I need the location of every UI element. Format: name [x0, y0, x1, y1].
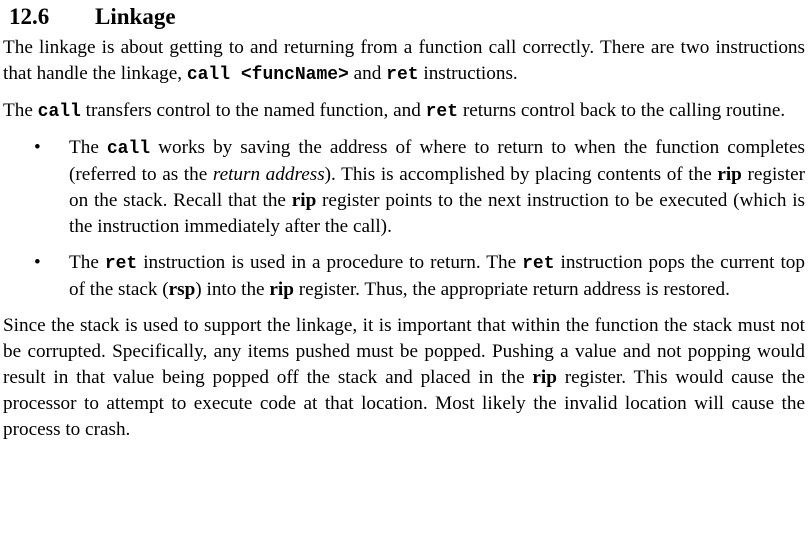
- code-call: call: [106, 139, 151, 159]
- text-run: The: [69, 137, 107, 158]
- section-number: 12.6: [9, 4, 50, 29]
- text-run: register points to the next instruction to be executed (which is the instruction immediately after the call).: [69, 190, 805, 237]
- code-ret: ret: [522, 254, 555, 274]
- text-run: register. This would cause the processor to attempt to execute code at that location. Most likely the invalid location will cause the process to crash.: [3, 367, 805, 440]
- code-ret: ret: [104, 254, 138, 274]
- text-run: returns control back to the calling routine.: [458, 100, 786, 121]
- text-run: transfers control to the named function, and: [80, 100, 426, 121]
- text-run: ) into the: [195, 279, 270, 300]
- register-rip: rip: [532, 367, 557, 388]
- text-run: register on the stack. Recall that the: [69, 164, 805, 211]
- section-heading: [9, 3, 805, 31]
- code-call-funcname: call <funcName>: [186, 65, 349, 85]
- code-ret: ret: [425, 102, 459, 122]
- document-page: [3, 0, 805, 443]
- code-call: call: [37, 102, 81, 122]
- text-run: register. Thus, the appropriate return address is restored.: [293, 279, 730, 300]
- text-run: The: [69, 252, 105, 273]
- text-run: Since the stack is used to support the linkage, it is important that within the function the stack must not be corrupted. Specifically, any items pushed must be popped. Pushing a value and not popping would result in that value being popped off the stack and placed in the: [3, 315, 805, 388]
- code-ret: ret: [386, 65, 419, 85]
- register-rsp: rsp: [168, 279, 196, 300]
- bullet-item-ret: [3, 250, 805, 303]
- section-title: Linkage: [95, 4, 176, 29]
- register-rip: rip: [717, 164, 742, 185]
- paragraph-stack: [3, 313, 805, 443]
- text-run: instruction pops the current top of the stack (: [69, 252, 805, 300]
- text-run: works by saving the address of where to return to when the function completes (referred to as the: [69, 137, 805, 185]
- paragraph-intro: [3, 35, 805, 88]
- text-run: The linkage is about getting to and returning from a function call correctly. There are two instructions that handle the linkage,: [3, 37, 805, 84]
- term-return-address: return address: [212, 164, 325, 185]
- bullet-glyph: •: [34, 252, 41, 273]
- text-run: instruction is used in a procedure to return. The: [137, 252, 523, 273]
- register-rip: rip: [291, 190, 317, 211]
- bullet-glyph: •: [34, 137, 41, 158]
- text-run: The: [3, 100, 38, 121]
- paragraph-call-ret: [3, 98, 805, 125]
- text-run: ). This is accomplished by placing contents of the: [324, 164, 718, 185]
- bullet-list: [3, 135, 805, 303]
- text-run: and: [348, 63, 387, 84]
- register-rip: rip: [269, 279, 294, 300]
- text-run: instructions.: [418, 63, 518, 84]
- bullet-item-call: [3, 135, 805, 240]
